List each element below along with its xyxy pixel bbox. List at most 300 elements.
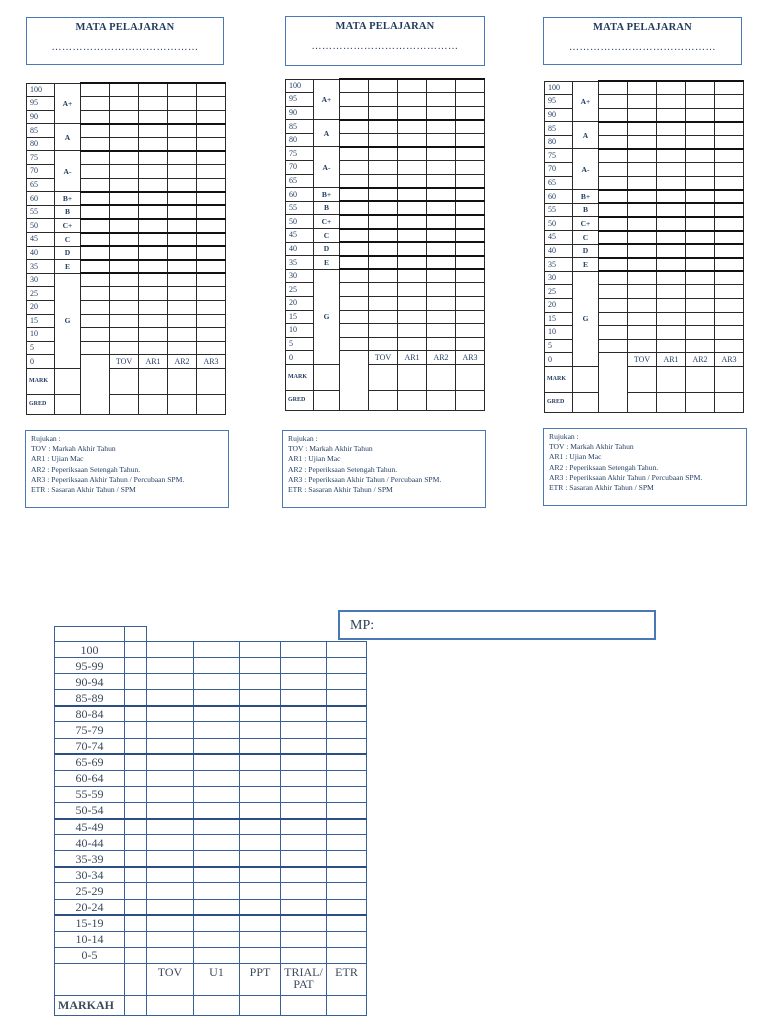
entry-cell[interactable]	[281, 738, 327, 754]
entry-cell[interactable]	[398, 324, 427, 338]
entry-cell[interactable]	[168, 301, 197, 315]
entry-cell[interactable]	[110, 137, 139, 151]
entry-cell[interactable]	[197, 260, 226, 274]
entry-cell[interactable]	[456, 337, 485, 351]
entry-cell[interactable]	[398, 120, 427, 134]
entry-cell[interactable]	[81, 110, 110, 124]
entry-cell[interactable]	[657, 122, 686, 136]
grade-entry-cell[interactable]	[125, 658, 147, 674]
entry-cell[interactable]	[398, 161, 427, 175]
entry-cell[interactable]	[139, 137, 168, 151]
entry-cell[interactable]	[81, 301, 110, 315]
entry-cell[interactable]	[715, 299, 744, 313]
entry-cell[interactable]	[456, 310, 485, 324]
entry-cell[interactable]	[81, 273, 110, 287]
entry-cell[interactable]	[369, 161, 398, 175]
entry-cell[interactable]	[110, 301, 139, 315]
entry-cell[interactable]	[628, 326, 657, 340]
entry-cell[interactable]	[427, 215, 456, 229]
entry-cell[interactable]	[281, 642, 327, 658]
entry-cell[interactable]	[456, 283, 485, 297]
entry-cell[interactable]	[427, 229, 456, 243]
entry-cell[interactable]	[168, 165, 197, 179]
entry-cell[interactable]	[197, 151, 226, 165]
gred-entry-cell[interactable]	[657, 392, 686, 412]
entry-cell[interactable]	[147, 819, 194, 835]
entry-cell[interactable]	[168, 260, 197, 274]
gred-entry-cell[interactable]	[456, 390, 485, 410]
entry-cell[interactable]	[281, 947, 327, 963]
entry-cell[interactable]	[628, 312, 657, 326]
entry-cell[interactable]	[197, 219, 226, 233]
entry-cell[interactable]	[599, 108, 628, 122]
entry-cell[interactable]	[599, 258, 628, 272]
grade-entry-cell[interactable]	[125, 915, 147, 931]
entry-cell[interactable]	[628, 163, 657, 177]
entry-cell[interactable]	[327, 722, 367, 738]
entry-cell[interactable]	[327, 835, 367, 851]
grade-entry-cell[interactable]	[125, 770, 147, 786]
entry-cell[interactable]	[168, 151, 197, 165]
grade-entry-cell[interactable]	[125, 786, 147, 802]
mark-entry-cell[interactable]	[55, 368, 81, 394]
entry-cell[interactable]	[147, 867, 194, 883]
entry-cell[interactable]	[194, 851, 240, 867]
entry-cell[interactable]	[147, 899, 194, 915]
entry-cell[interactable]	[194, 883, 240, 899]
entry-cell[interactable]	[197, 287, 226, 301]
entry-cell[interactable]	[281, 690, 327, 706]
entry-cell[interactable]	[81, 124, 110, 138]
entry-cell[interactable]	[686, 135, 715, 149]
entry-cell[interactable]	[686, 81, 715, 95]
entry-cell[interactable]	[139, 219, 168, 233]
entry-cell[interactable]	[147, 722, 194, 738]
entry-cell[interactable]	[398, 79, 427, 93]
gred-entry-cell[interactable]	[168, 394, 197, 414]
entry-cell[interactable]	[147, 738, 194, 754]
entry-cell[interactable]	[340, 201, 369, 215]
entry-cell[interactable]	[139, 124, 168, 138]
entry-cell[interactable]	[427, 269, 456, 283]
grade-entry-cell[interactable]	[125, 931, 147, 947]
entry-cell[interactable]	[628, 190, 657, 204]
entry-cell[interactable]	[240, 786, 281, 802]
entry-cell[interactable]	[427, 256, 456, 270]
entry-cell[interactable]	[110, 192, 139, 206]
entry-cell[interactable]	[599, 217, 628, 231]
grade-entry-cell[interactable]	[125, 738, 147, 754]
entry-cell[interactable]	[340, 283, 369, 297]
entry-cell[interactable]	[456, 106, 485, 120]
entry-cell[interactable]	[327, 642, 367, 658]
entry-cell[interactable]	[398, 283, 427, 297]
entry-cell[interactable]	[456, 269, 485, 283]
entry-cell[interactable]	[110, 124, 139, 138]
entry-cell[interactable]	[147, 786, 194, 802]
mark-entry-cell[interactable]	[573, 366, 599, 392]
entry-cell[interactable]	[599, 122, 628, 136]
entry-cell[interactable]	[281, 754, 327, 770]
entry-cell[interactable]	[110, 328, 139, 342]
entry-cell[interactable]	[240, 931, 281, 947]
entry-cell[interactable]	[168, 124, 197, 138]
entry-cell[interactable]	[281, 819, 327, 835]
entry-cell[interactable]	[281, 867, 327, 883]
entry-cell[interactable]	[369, 174, 398, 188]
entry-cell[interactable]	[197, 137, 226, 151]
entry-cell[interactable]	[398, 201, 427, 215]
entry-cell[interactable]	[427, 79, 456, 93]
entry-cell[interactable]	[240, 915, 281, 931]
entry-cell[interactable]	[456, 215, 485, 229]
entry-cell[interactable]	[168, 314, 197, 328]
entry-cell[interactable]	[110, 260, 139, 274]
entry-cell[interactable]	[139, 165, 168, 179]
entry-cell[interactable]	[686, 258, 715, 272]
entry-cell[interactable]	[168, 205, 197, 219]
entry-cell[interactable]	[715, 258, 744, 272]
entry-cell[interactable]	[715, 203, 744, 217]
entry-cell[interactable]	[147, 851, 194, 867]
entry-cell[interactable]	[281, 786, 327, 802]
mark-entry-cell[interactable]	[139, 368, 168, 394]
gred-entry-cell[interactable]	[314, 390, 340, 410]
entry-cell[interactable]	[139, 110, 168, 124]
markah-entry-cell[interactable]	[194, 995, 240, 1015]
entry-cell[interactable]	[197, 83, 226, 97]
entry-cell[interactable]	[340, 256, 369, 270]
entry-cell[interactable]	[240, 770, 281, 786]
grade-entry-cell[interactable]	[125, 883, 147, 899]
entry-cell[interactable]	[327, 754, 367, 770]
mark-entry-cell[interactable]	[369, 364, 398, 390]
entry-cell[interactable]	[340, 215, 369, 229]
entry-cell[interactable]	[81, 178, 110, 192]
entry-cell[interactable]	[628, 217, 657, 231]
entry-cell[interactable]	[715, 244, 744, 258]
entry-cell[interactable]	[194, 786, 240, 802]
entry-cell[interactable]	[369, 256, 398, 270]
entry-cell[interactable]	[81, 341, 110, 355]
mark-entry-cell[interactable]	[456, 364, 485, 390]
entry-cell[interactable]	[398, 337, 427, 351]
entry-cell[interactable]	[81, 287, 110, 301]
entry-cell[interactable]	[427, 147, 456, 161]
entry-cell[interactable]	[197, 246, 226, 260]
entry-cell[interactable]	[427, 93, 456, 107]
entry-cell[interactable]	[327, 658, 367, 674]
entry-cell[interactable]	[456, 297, 485, 311]
entry-cell[interactable]	[715, 231, 744, 245]
entry-cell[interactable]	[398, 215, 427, 229]
entry-cell[interactable]	[599, 299, 628, 313]
entry-cell[interactable]	[240, 947, 281, 963]
entry-cell[interactable]	[686, 149, 715, 163]
grade-entry-cell[interactable]	[125, 674, 147, 690]
entry-cell[interactable]	[327, 915, 367, 931]
entry-cell[interactable]	[147, 690, 194, 706]
gred-entry-cell[interactable]	[55, 394, 81, 414]
entry-cell[interactable]	[427, 283, 456, 297]
entry-cell[interactable]	[427, 310, 456, 324]
entry-cell[interactable]	[240, 722, 281, 738]
entry-cell[interactable]	[628, 231, 657, 245]
entry-cell[interactable]	[456, 256, 485, 270]
markah-entry-cell[interactable]	[327, 995, 367, 1015]
mark-entry-cell[interactable]	[197, 368, 226, 394]
entry-cell[interactable]	[340, 120, 369, 134]
entry-cell[interactable]	[340, 174, 369, 188]
entry-cell[interactable]	[657, 149, 686, 163]
entry-cell[interactable]	[340, 188, 369, 202]
entry-cell[interactable]	[657, 339, 686, 353]
entry-cell[interactable]	[599, 271, 628, 285]
gred-entry-cell[interactable]	[110, 394, 139, 414]
entry-cell[interactable]	[194, 899, 240, 915]
entry-cell[interactable]	[281, 674, 327, 690]
entry-cell[interactable]	[281, 706, 327, 722]
entry-cell[interactable]	[628, 176, 657, 190]
entry-cell[interactable]	[281, 802, 327, 818]
entry-cell[interactable]	[456, 161, 485, 175]
entry-cell[interactable]	[147, 947, 194, 963]
entry-cell[interactable]	[599, 163, 628, 177]
entry-cell[interactable]	[398, 188, 427, 202]
entry-cell[interactable]	[398, 297, 427, 311]
entry-cell[interactable]	[327, 706, 367, 722]
entry-cell[interactable]	[139, 83, 168, 97]
entry-cell[interactable]	[715, 326, 744, 340]
entry-cell[interactable]	[657, 108, 686, 122]
entry-cell[interactable]	[657, 203, 686, 217]
entry-cell[interactable]	[657, 135, 686, 149]
entry-cell[interactable]	[194, 915, 240, 931]
entry-cell[interactable]	[139, 260, 168, 274]
entry-cell[interactable]	[369, 229, 398, 243]
entry-cell[interactable]	[369, 310, 398, 324]
entry-cell[interactable]	[657, 81, 686, 95]
entry-cell[interactable]	[340, 79, 369, 93]
entry-cell[interactable]	[340, 242, 369, 256]
entry-cell[interactable]	[456, 201, 485, 215]
entry-cell[interactable]	[686, 95, 715, 109]
entry-cell[interactable]	[168, 287, 197, 301]
entry-cell[interactable]	[715, 176, 744, 190]
entry-cell[interactable]	[110, 233, 139, 247]
entry-cell[interactable]	[427, 188, 456, 202]
entry-cell[interactable]	[657, 163, 686, 177]
entry-cell[interactable]	[281, 658, 327, 674]
entry-cell[interactable]	[715, 163, 744, 177]
entry-cell[interactable]	[427, 161, 456, 175]
gred-entry-cell[interactable]	[398, 390, 427, 410]
entry-cell[interactable]	[327, 674, 367, 690]
entry-cell[interactable]	[398, 147, 427, 161]
entry-cell[interactable]	[456, 174, 485, 188]
grade-entry-cell[interactable]	[125, 754, 147, 770]
entry-cell[interactable]	[110, 341, 139, 355]
entry-cell[interactable]	[327, 947, 367, 963]
entry-cell[interactable]	[81, 260, 110, 274]
entry-cell[interactable]	[139, 273, 168, 287]
entry-cell[interactable]	[168, 273, 197, 287]
entry-cell[interactable]	[398, 93, 427, 107]
markah-entry-cell[interactable]	[240, 995, 281, 1015]
entry-cell[interactable]	[628, 285, 657, 299]
mark-entry-cell[interactable]	[427, 364, 456, 390]
entry-cell[interactable]	[398, 229, 427, 243]
entry-cell[interactable]	[110, 97, 139, 111]
entry-cell[interactable]	[628, 135, 657, 149]
entry-cell[interactable]	[599, 95, 628, 109]
entry-cell[interactable]	[168, 233, 197, 247]
gred-entry-cell[interactable]	[427, 390, 456, 410]
entry-cell[interactable]	[628, 299, 657, 313]
entry-cell[interactable]	[715, 217, 744, 231]
grade-entry-cell[interactable]	[125, 947, 147, 963]
mark-entry-cell[interactable]	[168, 368, 197, 394]
entry-cell[interactable]	[194, 770, 240, 786]
entry-cell[interactable]	[715, 81, 744, 95]
entry-cell[interactable]	[628, 271, 657, 285]
entry-cell[interactable]	[197, 124, 226, 138]
entry-cell[interactable]	[81, 97, 110, 111]
grade-entry-cell[interactable]	[125, 690, 147, 706]
entry-cell[interactable]	[340, 310, 369, 324]
entry-cell[interactable]	[456, 93, 485, 107]
entry-cell[interactable]	[81, 314, 110, 328]
entry-cell[interactable]	[657, 95, 686, 109]
grade-entry-cell[interactable]	[125, 899, 147, 915]
entry-cell[interactable]	[194, 642, 240, 658]
entry-cell[interactable]	[240, 674, 281, 690]
entry-cell[interactable]	[240, 738, 281, 754]
entry-cell[interactable]	[240, 851, 281, 867]
entry-cell[interactable]	[628, 149, 657, 163]
entry-cell[interactable]	[139, 287, 168, 301]
entry-cell[interactable]	[686, 339, 715, 353]
entry-cell[interactable]	[168, 328, 197, 342]
entry-cell[interactable]	[715, 339, 744, 353]
entry-cell[interactable]	[110, 83, 139, 97]
entry-cell[interactable]	[240, 754, 281, 770]
grade-entry-cell[interactable]	[125, 722, 147, 738]
entry-cell[interactable]	[327, 738, 367, 754]
entry-cell[interactable]	[81, 219, 110, 233]
entry-cell[interactable]	[427, 120, 456, 134]
entry-cell[interactable]	[657, 312, 686, 326]
entry-cell[interactable]	[628, 203, 657, 217]
entry-cell[interactable]	[194, 802, 240, 818]
entry-cell[interactable]	[147, 642, 194, 658]
entry-cell[interactable]	[628, 81, 657, 95]
entry-cell[interactable]	[599, 326, 628, 340]
entry-cell[interactable]	[110, 273, 139, 287]
entry-cell[interactable]	[110, 287, 139, 301]
entry-cell[interactable]	[110, 151, 139, 165]
entry-cell[interactable]	[456, 324, 485, 338]
entry-cell[interactable]	[327, 690, 367, 706]
gred-entry-cell[interactable]	[139, 394, 168, 414]
entry-cell[interactable]	[139, 341, 168, 355]
entry-cell[interactable]	[327, 851, 367, 867]
entry-cell[interactable]	[147, 802, 194, 818]
entry-cell[interactable]	[369, 283, 398, 297]
entry-cell[interactable]	[340, 147, 369, 161]
entry-cell[interactable]	[81, 151, 110, 165]
entry-cell[interactable]	[715, 108, 744, 122]
entry-cell[interactable]	[657, 299, 686, 313]
entry-cell[interactable]	[327, 819, 367, 835]
entry-cell[interactable]	[168, 246, 197, 260]
entry-cell[interactable]	[139, 178, 168, 192]
entry-cell[interactable]	[599, 312, 628, 326]
entry-cell[interactable]	[81, 137, 110, 151]
entry-cell[interactable]	[369, 106, 398, 120]
entry-cell[interactable]	[686, 299, 715, 313]
entry-cell[interactable]	[168, 178, 197, 192]
entry-cell[interactable]	[197, 192, 226, 206]
entry-cell[interactable]	[369, 188, 398, 202]
entry-cell[interactable]	[281, 722, 327, 738]
entry-cell[interactable]	[686, 217, 715, 231]
entry-cell[interactable]	[281, 931, 327, 947]
entry-cell[interactable]	[715, 190, 744, 204]
gred-entry-cell[interactable]	[197, 394, 226, 414]
entry-cell[interactable]	[327, 786, 367, 802]
entry-cell[interactable]	[110, 165, 139, 179]
entry-cell[interactable]	[369, 215, 398, 229]
entry-cell[interactable]	[657, 190, 686, 204]
entry-cell[interactable]	[398, 242, 427, 256]
entry-cell[interactable]	[657, 326, 686, 340]
markah-entry-cell[interactable]	[281, 995, 327, 1015]
entry-cell[interactable]	[281, 899, 327, 915]
grade-entry-cell[interactable]	[125, 802, 147, 818]
entry-cell[interactable]	[427, 174, 456, 188]
entry-cell[interactable]	[139, 192, 168, 206]
entry-cell[interactable]	[628, 339, 657, 353]
entry-cell[interactable]	[340, 297, 369, 311]
entry-cell[interactable]	[456, 188, 485, 202]
entry-cell[interactable]	[240, 867, 281, 883]
entry-cell[interactable]	[197, 273, 226, 287]
entry-cell[interactable]	[715, 95, 744, 109]
entry-cell[interactable]	[194, 706, 240, 722]
entry-cell[interactable]	[168, 110, 197, 124]
entry-cell[interactable]	[456, 120, 485, 134]
grade-entry-cell[interactable]	[125, 835, 147, 851]
entry-cell[interactable]	[369, 297, 398, 311]
entry-cell[interactable]	[81, 246, 110, 260]
entry-cell[interactable]	[327, 802, 367, 818]
entry-cell[interactable]	[715, 122, 744, 136]
markah-entry-cell[interactable]	[147, 995, 194, 1015]
entry-cell[interactable]	[628, 122, 657, 136]
entry-cell[interactable]	[369, 324, 398, 338]
entry-cell[interactable]	[194, 931, 240, 947]
entry-cell[interactable]	[147, 835, 194, 851]
entry-cell[interactable]	[194, 835, 240, 851]
entry-cell[interactable]	[599, 339, 628, 353]
entry-cell[interactable]	[628, 244, 657, 258]
entry-cell[interactable]	[715, 285, 744, 299]
entry-cell[interactable]	[369, 201, 398, 215]
entry-cell[interactable]	[194, 690, 240, 706]
entry-cell[interactable]	[147, 915, 194, 931]
entry-cell[interactable]	[281, 835, 327, 851]
